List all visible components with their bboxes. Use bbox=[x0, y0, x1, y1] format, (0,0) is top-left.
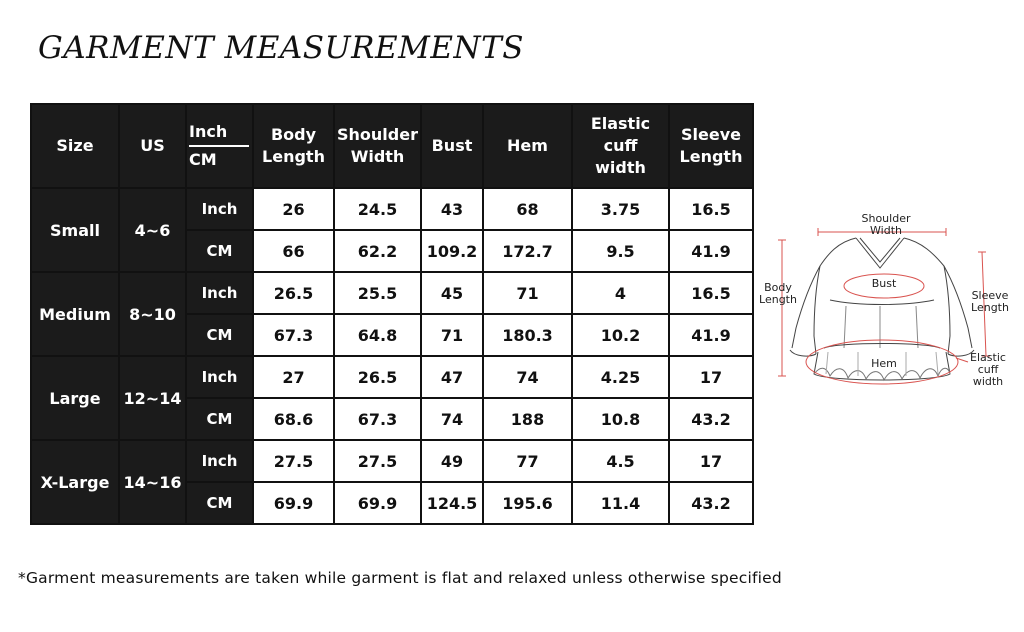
value-cell: 67.3 bbox=[253, 314, 334, 356]
header-sleeve-length bbox=[669, 104, 753, 188]
value-cell: 69.9 bbox=[334, 482, 421, 524]
unit-cell: Inch bbox=[186, 440, 253, 482]
header-elastic-cuff-line1: Elastic cuff bbox=[590, 114, 651, 155]
value-cell: 10.8 bbox=[572, 398, 669, 440]
page-title: GARMENT MEASUREMENTS bbox=[38, 30, 525, 66]
value-cell: 4.5 bbox=[572, 440, 669, 482]
header-elastic-cuff-line2: width bbox=[595, 158, 646, 177]
value-cell: 25.5 bbox=[334, 272, 421, 314]
label-sleeve-line1: Sleeve bbox=[971, 289, 1009, 302]
value-cell: 124.5 bbox=[421, 482, 483, 524]
value-cell: 26 bbox=[253, 188, 334, 230]
unit-cell: Inch bbox=[186, 356, 253, 398]
label-bust: Bust bbox=[871, 277, 897, 290]
label-shoulder-line1: Shoulder bbox=[861, 212, 911, 225]
value-cell: 4 bbox=[572, 272, 669, 314]
label-sleeve-line2: Length bbox=[971, 301, 1009, 314]
value-cell: 17 bbox=[669, 440, 753, 482]
garment-diagram bbox=[758, 206, 1020, 406]
us-cell: 12~14 bbox=[119, 356, 186, 440]
value-cell: 27.5 bbox=[253, 440, 334, 482]
header-us: US bbox=[119, 104, 186, 188]
footnote: *Garment measurements are taken while garment is flat and relaxed unless otherwise specified bbox=[18, 569, 782, 587]
value-cell: 16.5 bbox=[669, 272, 753, 314]
size-cell: Small bbox=[31, 188, 119, 272]
value-cell: 9.5 bbox=[572, 230, 669, 272]
header-bust: Bust bbox=[421, 104, 483, 188]
value-cell: 66 bbox=[253, 230, 334, 272]
us-cell: 4~6 bbox=[119, 188, 186, 272]
value-cell: 3.75 bbox=[572, 188, 669, 230]
value-cell: 77 bbox=[483, 440, 572, 482]
value-cell: 10.2 bbox=[572, 314, 669, 356]
value-cell: 26.5 bbox=[253, 272, 334, 314]
header-size: Size bbox=[31, 104, 119, 188]
value-cell: 24.5 bbox=[334, 188, 421, 230]
label-body-line2: Length bbox=[759, 293, 797, 306]
value-cell: 71 bbox=[483, 272, 572, 314]
value-cell: 43.2 bbox=[669, 398, 753, 440]
us-cell: 8~10 bbox=[119, 272, 186, 356]
value-cell: 74 bbox=[421, 398, 483, 440]
header-body-length bbox=[253, 104, 334, 188]
label-hem: Hem bbox=[871, 357, 897, 370]
table-row bbox=[31, 440, 753, 482]
value-cell: 4.25 bbox=[572, 356, 669, 398]
size-cell: Medium bbox=[31, 272, 119, 356]
us-cell: 14~16 bbox=[119, 440, 186, 524]
value-cell: 45 bbox=[421, 272, 483, 314]
table-row bbox=[31, 272, 753, 314]
header-body-length-line2: Length bbox=[262, 147, 325, 166]
value-cell: 62.2 bbox=[334, 230, 421, 272]
header-sleeve-length-line2: Length bbox=[679, 147, 743, 166]
table-row bbox=[31, 188, 753, 230]
value-cell: 49 bbox=[421, 440, 483, 482]
label-sleeve-length bbox=[966, 290, 1014, 314]
value-cell: 27 bbox=[253, 356, 334, 398]
value-cell: 180.3 bbox=[483, 314, 572, 356]
value-cell: 47 bbox=[421, 356, 483, 398]
unit-cell: Inch bbox=[186, 188, 253, 230]
unit-cell: CM bbox=[186, 230, 253, 272]
value-cell: 11.4 bbox=[572, 482, 669, 524]
unit-cell: CM bbox=[186, 398, 253, 440]
table-row bbox=[31, 356, 753, 398]
label-cuff-line2: cuff bbox=[977, 363, 999, 376]
value-cell: 109.2 bbox=[421, 230, 483, 272]
value-cell: 43.2 bbox=[669, 482, 753, 524]
label-elastic-cuff bbox=[964, 352, 1012, 388]
value-cell: 188 bbox=[483, 398, 572, 440]
measurement-table bbox=[30, 103, 754, 525]
label-cuff-line3: width bbox=[972, 375, 1004, 388]
size-cell: Large bbox=[31, 356, 119, 440]
header-shoulder-width bbox=[334, 104, 421, 188]
value-cell: 195.6 bbox=[483, 482, 572, 524]
value-cell: 16.5 bbox=[669, 188, 753, 230]
value-cell: 41.9 bbox=[669, 314, 753, 356]
header-unit bbox=[186, 104, 253, 188]
value-cell: 41.9 bbox=[669, 230, 753, 272]
header-body-length-line1: Body bbox=[270, 125, 317, 144]
header-elastic-cuff bbox=[572, 104, 669, 188]
value-cell: 64.8 bbox=[334, 314, 421, 356]
value-cell: 74 bbox=[483, 356, 572, 398]
header-unit-inch: Inch bbox=[189, 121, 249, 147]
size-cell: X-Large bbox=[31, 440, 119, 524]
label-shoulder-line2: Width bbox=[870, 224, 902, 237]
value-cell: 68 bbox=[483, 188, 572, 230]
value-cell: 67.3 bbox=[334, 398, 421, 440]
value-cell: 17 bbox=[669, 356, 753, 398]
label-body-length bbox=[756, 282, 800, 306]
unit-cell: CM bbox=[186, 482, 253, 524]
label-shoulder-width bbox=[856, 213, 916, 237]
header-sleeve-length-line1: Sleeve bbox=[681, 125, 741, 144]
value-cell: 27.5 bbox=[334, 440, 421, 482]
header-hem: Hem bbox=[483, 104, 572, 188]
value-cell: 71 bbox=[421, 314, 483, 356]
value-cell: 172.7 bbox=[483, 230, 572, 272]
unit-cell: CM bbox=[186, 314, 253, 356]
value-cell: 43 bbox=[421, 188, 483, 230]
value-cell: 26.5 bbox=[334, 356, 421, 398]
header-shoulder-width-line1: Shoulder bbox=[337, 125, 418, 144]
value-cell: 69.9 bbox=[253, 482, 334, 524]
header-shoulder-width-line2: Width bbox=[350, 147, 405, 166]
label-cuff-line1: Elastic bbox=[970, 351, 1006, 364]
header-unit-cm: CM bbox=[189, 150, 217, 169]
unit-cell: Inch bbox=[186, 272, 253, 314]
label-body-line1: Body bbox=[764, 281, 792, 294]
value-cell: 68.6 bbox=[253, 398, 334, 440]
